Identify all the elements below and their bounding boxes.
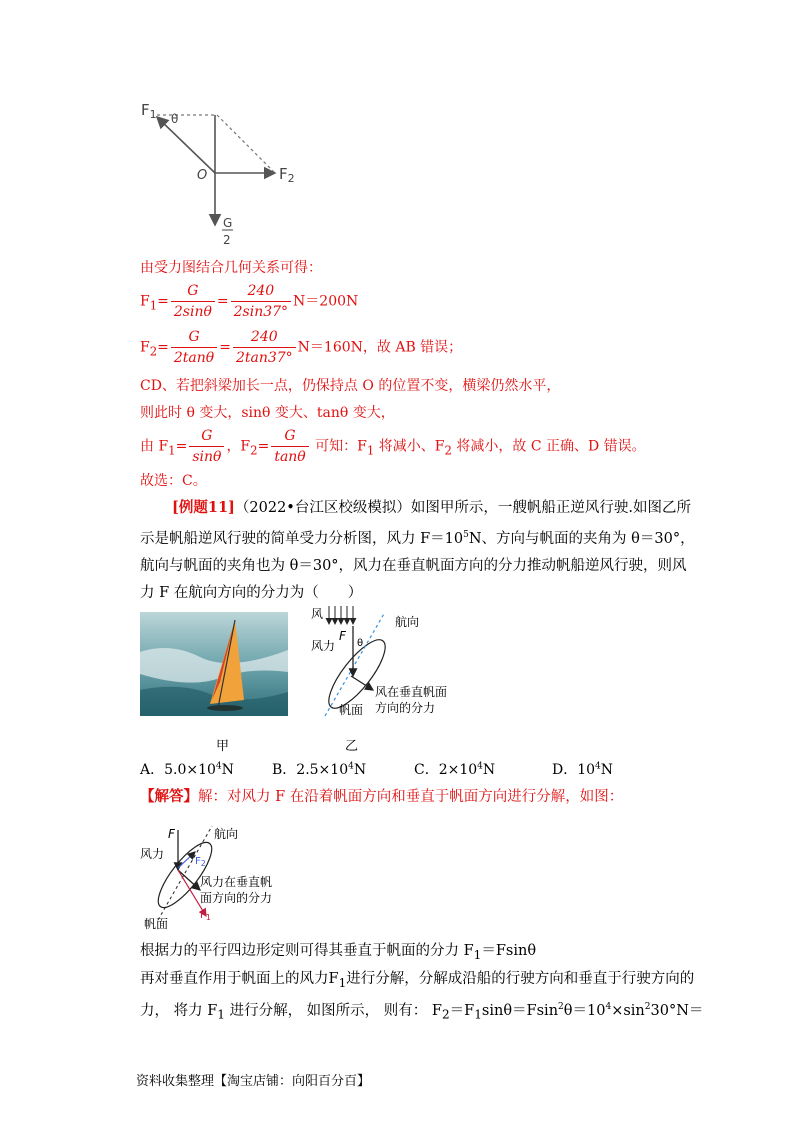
cd-line: CD、若把斜梁加长一点，仍保持点 O 的位置不变，横梁仍然水平， [140, 378, 561, 394]
perp-label-3b: 面方向的分力 [200, 891, 273, 905]
solution-intro: 【解答】解：对风力 F 在沿着帆面方向和垂直于帆面方向进行分解，如图： [140, 788, 624, 805]
force-diagram-1 [135, 95, 310, 255]
f-label: F [339, 629, 346, 643]
perp-label-1: 风在垂直帆面 [375, 685, 448, 699]
wind-label: 风 [311, 607, 324, 621]
label-yi: 乙 [345, 739, 359, 754]
perp-label-3a: 风力在垂直帆 [200, 875, 273, 889]
choice-b: B．$2.5\times 10^4N$ [272, 761, 367, 778]
heading-label-3: 航向 [214, 827, 239, 841]
sail-label: 帆面 [339, 703, 364, 717]
sail-label-3: 帆面 [144, 917, 169, 930]
f2-label-3: $F_2$ [195, 856, 206, 868]
heading-label: 航向 [395, 615, 420, 629]
o-label: O [197, 168, 208, 183]
solution-p2: 再对垂直作用于帆面上的风力$F_1$进行分解，分解成沿船的行驶方向和垂直于行驶方向的 [140, 971, 695, 990]
solution-p3: 力， 将力 $F_1$ 进行分解， 如图所示， 则有： $F_2=F_1\sin\theta=Fsin^2\theta=10^4\times\sin^230^\circ N=$ [140, 1002, 704, 1022]
sail-decomposition-diagram [140, 820, 315, 930]
g-num: G [223, 216, 233, 230]
sail-force-diagram [305, 604, 480, 722]
theta-label-2: θ [357, 638, 364, 649]
wind-label-3: 风力 [140, 847, 165, 861]
theta-label: θ [171, 112, 179, 126]
answer-line: 故选：C。 [140, 473, 207, 489]
label-jia: 甲 [216, 739, 230, 754]
sailboat-photo [140, 612, 288, 716]
choice-d: D．$10^4N$ [552, 761, 614, 778]
example-question: [例题11]（2022•台江区校级模拟）如图甲所示，一艘帆船正逆风行驶.如图乙所 示是帆船逆风行驶的简单受力分析图，风力 $F=10^5N$、方向与帆面的夹角为 θ＝30°， 航向与帆面的夹角也为 θ＝30°，风力在垂直帆面方向的分力推动帆船逆风行驶，则风 力 F 在航向方向的分力为（ ） [140, 499, 695, 601]
f2-equation: $F_2=$ $\frac{G}{2\tan\theta}$ = $\frac{240}{2\tan 37^\circ}$ N＝160N，故 AB 错误； [140, 329, 463, 366]
solution-p1: 根据力的平行四边形定则可得其垂直于帆面的分力 $F_1=Fsin\theta$ [140, 943, 537, 962]
f2-label: $F_2$ [279, 165, 295, 185]
f1-label: $F_1$ [141, 101, 157, 121]
sol1-intro: 由受力图结合几何关系可得： [140, 260, 322, 276]
f1-equation: $F_1=$ $\frac{G}{2\sin\theta}$ = $\frac{240}{2\sin 37^\circ}$ N＝200N [140, 283, 359, 320]
choice-a: A．$5.0\times 10^4N$ [140, 761, 234, 778]
by-equation: 由 $F_1=$ $\frac{G}{\sin\theta}$ ，$F_2=$ $\frac{G}{\tan\theta}$ 可知：$F_1$ 将减小、$F_2$ 将减小，故 C 正确、D 错误。 [140, 428, 646, 465]
choice-c: C．$2\times 10^4N$ [414, 761, 496, 778]
then-line: 则此时 θ 变大，sinθ 变大、tanθ 变大， [140, 405, 395, 421]
g-den: 2 [223, 233, 231, 247]
perp-label-2: 方向的分力 [375, 701, 436, 715]
footer-text: 资料收集整理【淘宝店铺：向阳百分百】 [136, 1074, 371, 1089]
wind-force-label: 风力 [311, 639, 336, 653]
f1-label-3: $F_1$ [200, 910, 211, 922]
f-label-3: F [168, 827, 175, 841]
